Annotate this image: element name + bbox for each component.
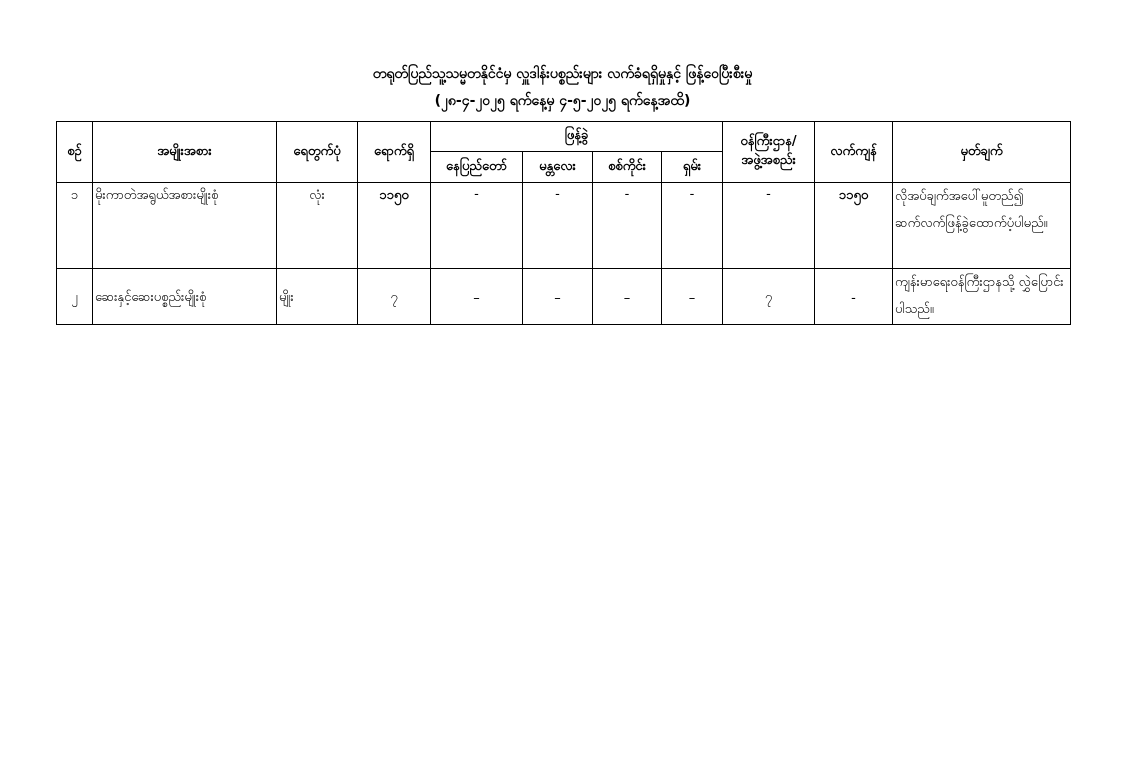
subheader-mandalay: မန္တလေး: [523, 152, 593, 183]
cell-sagaing: -: [593, 183, 662, 269]
cell-sagaing: –: [593, 269, 662, 325]
subheader-shan: ရှမ်း: [662, 152, 723, 183]
document-title: တရုတ်ပြည်သူ့သမ္မတနိုင်ငံမှ လှူဒါန်းပစ္စည်းများ လက်ခံရရှိမှုနှင့် ဖြန့်ဝေပြီးစီးမှု: [372, 66, 753, 82]
header-ministry: [723, 122, 815, 183]
cell-ministry: ၇: [723, 269, 815, 325]
cell-remarks: လိုအပ်ချက်အပေါ်မူတည်၍ ဆက်လက်ဖြန့်ခွဲထောက်ပံ့ပါမည်။: [893, 183, 1071, 269]
table-row: [57, 269, 1071, 325]
cell-shan: -: [662, 183, 723, 269]
cell-shan: –: [662, 269, 723, 325]
header-received: ရောက်ရှိ: [358, 122, 431, 183]
document-subtitle: (၂၈-၄-၂၀၂၅ ရက်နေ့မှ ၄-၅-၂၀၂၅ ရက်နေ့အထိ): [434, 93, 691, 109]
header-remarks: မှတ်ချက်: [893, 122, 1071, 183]
cell-ministry: -: [723, 183, 815, 269]
cell-balance: -: [815, 269, 893, 325]
cell-mandalay: -: [523, 183, 593, 269]
cell-naypyitaw: -: [431, 183, 523, 269]
header-ministry-line1: ဝန်ကြီးဌာန/: [740, 134, 797, 149]
cell-balance: ၁၁၅၀: [815, 183, 893, 269]
cell-received: ၇: [358, 269, 431, 325]
table-header-row: [57, 122, 1071, 152]
header-distributed: ဖြန့်ခွဲ: [431, 122, 723, 152]
header-ministry-line2: အဖွဲ့အစည်း: [741, 153, 796, 168]
cell-no: ၂: [57, 269, 93, 325]
cell-remarks: ကျန်းမာရေးဝန်ကြီးဌာနသို့ လွှဲပြောင်းပါသည်။: [893, 269, 1071, 325]
cell-naypyitaw: –: [431, 269, 523, 325]
cell-no: ၁: [57, 183, 93, 269]
cell-item-type: ဆေးနှင့်ဆေးပစ္စည်းမျိုးစုံ: [93, 269, 277, 325]
header-balance: လက်ကျန်: [815, 122, 893, 183]
subheader-naypyitaw: နေပြည်တော်: [431, 152, 523, 183]
header-no: စဉ်: [57, 122, 93, 183]
header-unit: ရေတွက်ပုံ: [277, 122, 358, 183]
cell-received: ၁၁၅၀: [358, 183, 431, 269]
cell-mandalay: –: [523, 269, 593, 325]
cell-item-type: မိုးကာတဲအရွယ်အစားမျိုးစုံ: [93, 183, 277, 269]
cell-unit: လုံး: [277, 183, 358, 269]
table-row: [57, 183, 1071, 269]
subheader-sagaing: စစ်ကိုင်း: [593, 152, 662, 183]
header-item-type: အမျိုးအစား: [93, 122, 277, 183]
cell-unit: မျိုး: [277, 269, 358, 325]
distribution-table: [56, 121, 1071, 325]
